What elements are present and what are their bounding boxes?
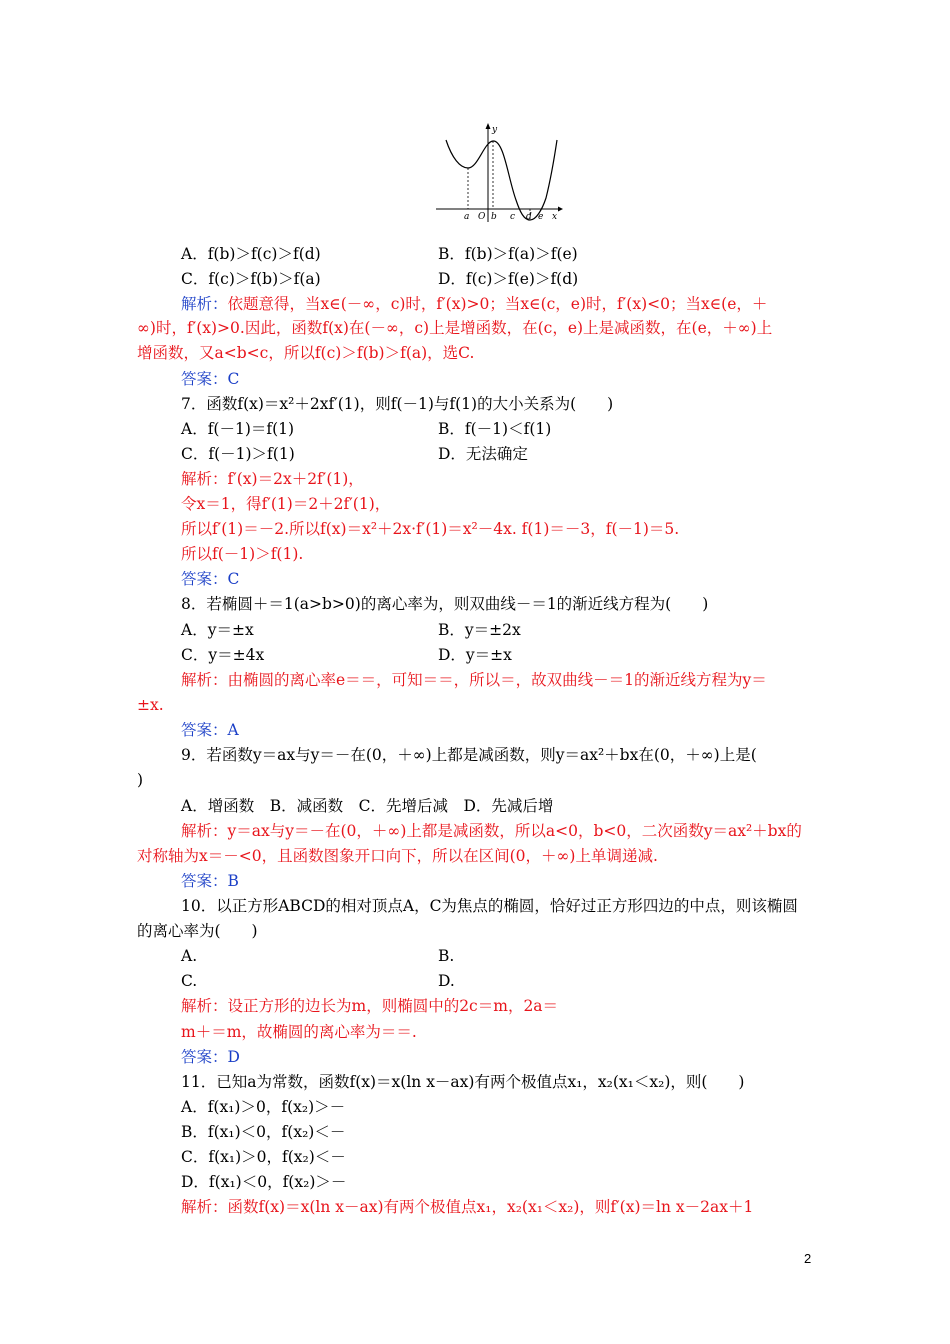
x-label: x xyxy=(552,212,558,222)
q11-option-d: D．f(x₁)＜0，f(x₂)＞－ xyxy=(181,1173,347,1191)
q9-solution-line1: 解析：y＝ax与y＝－在(0，＋∞)上都是减函数，所以a<0，b<0，二次函数y＝ax²＋bx的 xyxy=(181,822,802,840)
q11-option-a: A．f(x₁)＞0，f(x₂)＞－ xyxy=(181,1098,346,1116)
q6-answer: 答案：C xyxy=(181,370,240,388)
function-graph xyxy=(432,120,564,224)
y-label: y xyxy=(492,125,498,135)
q11-option-b: B．f(x₁)＜0，f(x₂)＜－ xyxy=(181,1123,346,1141)
q9-solution-line2: 对称轴为x＝－<0，且函数图象开口向下，所以在区间(0，＋∞)上单调递减. xyxy=(137,847,658,865)
point-d: d xyxy=(526,212,532,222)
page-number: 2 xyxy=(804,1251,812,1266)
q6-option-b: B．f(b)＞f(a)＞f(e) xyxy=(438,245,578,263)
q10-solution-line1: 解析：设正方形的边长为m，则椭圆中的2c＝m，2a＝ xyxy=(181,997,559,1015)
q10-stem-line1: 10．以正方形ABCD的相对顶点A，C为焦点的椭圆，恰好过正方形四边的中点，则该椭圆 xyxy=(181,897,798,915)
point-e: e xyxy=(538,212,544,222)
q6-option-d: D．f(c)＞f(e)＞f(d) xyxy=(438,270,579,288)
q6-option-a: A．f(b)＞f(c)＞f(d) xyxy=(181,245,321,263)
q8-option-d: D．y＝±x xyxy=(438,646,512,664)
q7-solution-line1: 解析：f′(x)＝2x＋2f′(1)， xyxy=(181,470,364,488)
q7-option-c: C．f(－1)＞f(1) xyxy=(181,445,295,463)
q10-option-b: B. xyxy=(438,947,455,965)
q11-solution-line1: 解析：函数f(x)＝x(ln x－ax)有两个极值点x₁，x₂(x₁＜x₂)，则f′(x)＝ln x－2ax＋1 xyxy=(181,1198,754,1216)
q7-answer: 答案：C xyxy=(181,570,240,588)
q8-option-a: A．y＝±x xyxy=(181,621,254,639)
q6-option-c: C．f(c)＞f(b)＞f(a) xyxy=(181,270,321,288)
solution-label: 解析： xyxy=(181,295,228,313)
q8-answer: 答案：A xyxy=(181,721,239,739)
q8-solution-line2: ±x. xyxy=(137,696,164,714)
curve xyxy=(446,140,557,220)
y-axis-arrow xyxy=(486,123,491,129)
q7-stem: 7．函数f(x)＝x²＋2xf′(1)，则f(－1)与f(1)的大小关系为( ) xyxy=(181,395,614,413)
q7-option-b: B．f(－1)＜f(1) xyxy=(438,420,552,438)
q9-options: A．增函数 B．减函数 C．先增后减 D．先减后增 xyxy=(181,797,554,815)
point-c: c xyxy=(510,212,516,222)
point-b: b xyxy=(491,212,497,222)
q7-solution-line3: 所以f′(1)＝－2.所以f(x)＝x²＋2x·f′(1)＝x²－4x. f(1)＝－3，f(－1)＝5. xyxy=(181,520,680,538)
q10-stem-line2: 的离心率为( ) xyxy=(137,922,258,940)
q10-option-d: D. xyxy=(438,972,455,990)
q8-stem: 8．若椭圆＋＝1(a>b>0)的离心率为，则双曲线－＝1的渐近线方程为( ) xyxy=(181,595,709,613)
q7-option-a: A．f(－1)＝f(1) xyxy=(181,420,295,438)
q7-solution-line4: 所以f(－1)＞f(1). xyxy=(181,545,304,563)
x-axis-arrow xyxy=(558,207,563,212)
q8-solution-line1: 解析：由椭圆的离心率e＝＝，可知＝＝，所以＝，故双曲线－＝1的渐近线方程为y＝ xyxy=(181,671,767,689)
q7-option-d: D．无法确定 xyxy=(438,445,528,463)
q10-option-a: A. xyxy=(181,947,198,965)
q9-stem-line1: 9．若函数y＝ax与y＝－在(0，＋∞)上都是减函数，则y＝ax²＋bx在(0，＋∞)上是( xyxy=(181,746,757,764)
point-a: a xyxy=(464,212,470,222)
q10-option-c: C. xyxy=(181,972,198,990)
q9-stem-line2: ) xyxy=(137,771,144,789)
q6-solution-line1 xyxy=(181,294,767,314)
q8-option-c: C．y＝±4x xyxy=(181,646,265,664)
q7-solution-line2: 令x＝1，得f′(1)＝2＋2f′(1)， xyxy=(181,495,391,513)
q11-stem: 11．已知a为常数，函数f(x)＝x(ln x－ax)有两个极值点x₁，x₂(x₁＜x₂)，则( ) xyxy=(181,1073,745,1091)
q10-solution-line2: m＋＝m，故椭圆的离心率为＝＝. xyxy=(181,1023,417,1041)
origin-label: O xyxy=(478,212,486,222)
q6-solution-line2: ∞)时，f′(x)>0.因此，函数f(x)在(－∞，c)上是增函数，在(c，e)上是减函数，在(e，＋∞)上 xyxy=(137,319,773,337)
q8-option-b: B．y＝±2x xyxy=(438,621,521,639)
q10-answer: 答案：D xyxy=(181,1048,240,1066)
q6-solution-line3: 增函数，又a<b<c，所以f(c)＞f(b)＞f(a)，选C. xyxy=(137,344,475,362)
q9-answer: 答案：B xyxy=(181,872,239,890)
q11-option-c: C．f(x₁)＞0，f(x₂)＜－ xyxy=(181,1148,346,1166)
q6-solution-text: 依题意得，当x∈(－∞，c)时，f′(x)>0；当x∈(c，e)时，f′(x)<0；当x∈(e，＋ xyxy=(227,295,768,313)
